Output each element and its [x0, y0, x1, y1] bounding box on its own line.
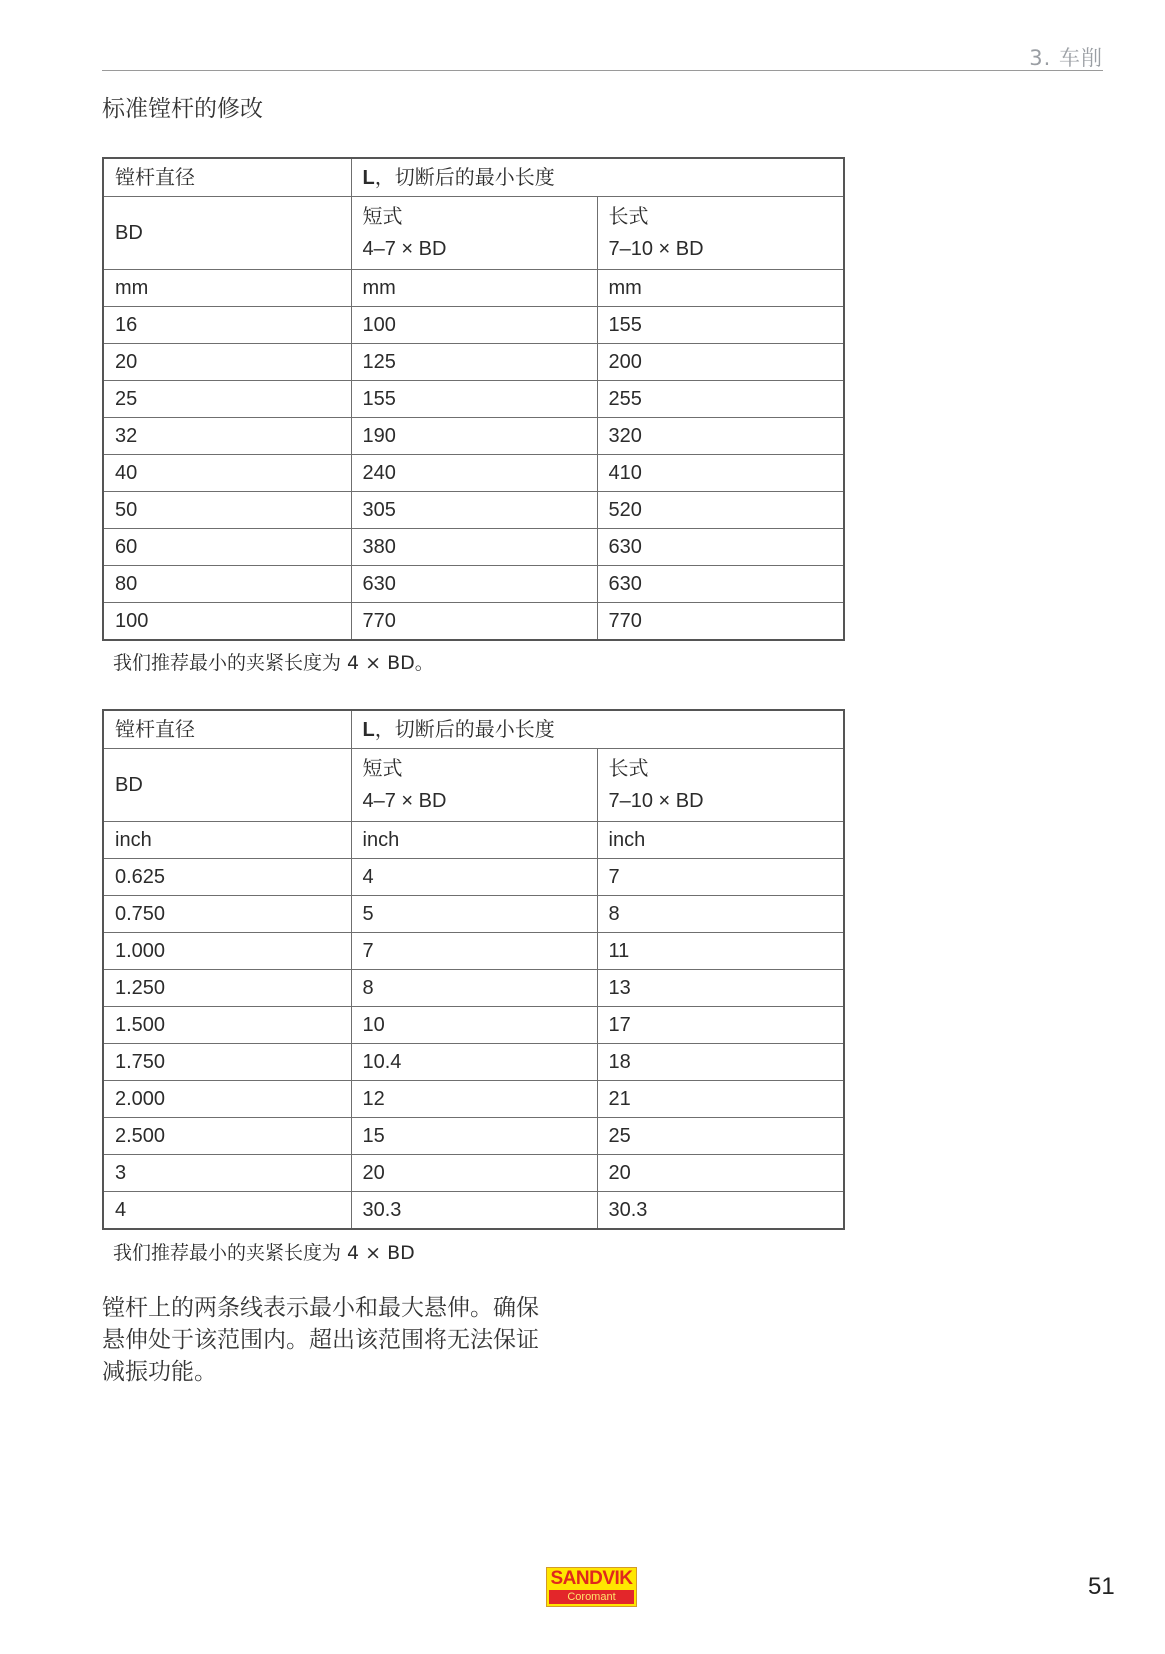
unit-cell: mm — [103, 270, 351, 307]
cell-long: 13 — [597, 970, 844, 1007]
cell-bd: 4 — [103, 1192, 351, 1230]
cell-short: 770 — [351, 603, 597, 641]
cell-short: 125 — [351, 344, 597, 381]
table-row — [103, 859, 844, 896]
cell-bd: 1.250 — [103, 970, 351, 1007]
subheader-long — [597, 749, 844, 822]
cell-short: 12 — [351, 1081, 597, 1118]
logo-coromant-text: Coromant — [549, 1590, 634, 1604]
cell-bd: 100 — [103, 603, 351, 641]
table-row — [103, 1007, 844, 1044]
subheader-long — [597, 197, 844, 270]
cell-long: 200 — [597, 344, 844, 381]
cell-bd: 60 — [103, 529, 351, 566]
table-row — [103, 418, 844, 455]
cell-long: 630 — [597, 529, 844, 566]
cell-short: 630 — [351, 566, 597, 603]
short-label: 短式 — [362, 758, 403, 780]
long-label: 长式 — [608, 758, 649, 780]
table-row — [103, 344, 844, 381]
cell-short: 20 — [351, 1155, 597, 1192]
cell-long: 255 — [597, 381, 844, 418]
cell-bd: 3 — [103, 1155, 351, 1192]
sandvik-coromant-logo — [546, 1567, 637, 1607]
short-range: 4–7 × BD — [362, 790, 447, 812]
paragraph-line: 减振功能。 — [102, 1359, 217, 1385]
cell-short: 10.4 — [351, 1044, 597, 1081]
cell-long: 7 — [597, 859, 844, 896]
cell-short: 10 — [351, 1007, 597, 1044]
header-min-length — [351, 158, 844, 197]
cell-bd: 25 — [103, 381, 351, 418]
table-row — [103, 896, 844, 933]
cell-long: 11 — [597, 933, 844, 970]
cell-long: 20 — [597, 1155, 844, 1192]
table-row — [103, 455, 844, 492]
cell-short: 8 — [351, 970, 597, 1007]
subheader-bd: BD — [103, 749, 351, 822]
cell-bd: 0.625 — [103, 859, 351, 896]
table-row — [103, 933, 844, 970]
unit-cell: mm — [597, 270, 844, 307]
imperial-length-table — [102, 709, 845, 1230]
cell-long: 18 — [597, 1044, 844, 1081]
unit-cell: mm — [351, 270, 597, 307]
long-range: 7–10 × BD — [608, 238, 704, 260]
header-l-symbol: L — [362, 166, 375, 189]
body-paragraph — [102, 1292, 602, 1388]
cell-long: 770 — [597, 603, 844, 641]
cell-long: 17 — [597, 1007, 844, 1044]
table-row — [103, 381, 844, 418]
table-row — [103, 492, 844, 529]
short-range: 4–7 × BD — [362, 238, 447, 260]
unit-cell: inch — [597, 822, 844, 859]
cell-long: 8 — [597, 896, 844, 933]
cell-long: 410 — [597, 455, 844, 492]
cell-bd: 0.750 — [103, 896, 351, 933]
cell-bd: 32 — [103, 418, 351, 455]
cell-long: 320 — [597, 418, 844, 455]
table-subheader-row — [103, 749, 844, 822]
cell-short: 380 — [351, 529, 597, 566]
paragraph-line: 悬伸处于该范围内。超出该范围将无法保证 — [102, 1327, 539, 1353]
table-row — [103, 1192, 844, 1230]
unit-cell: inch — [351, 822, 597, 859]
cell-short: 305 — [351, 492, 597, 529]
table-row — [103, 529, 844, 566]
cell-long: 630 — [597, 566, 844, 603]
cell-short: 15 — [351, 1118, 597, 1155]
cell-short: 7 — [351, 933, 597, 970]
long-range: 7–10 × BD — [608, 790, 704, 812]
subheader-bd: BD — [103, 197, 351, 270]
cell-bd: 2.000 — [103, 1081, 351, 1118]
cell-long: 30.3 — [597, 1192, 844, 1230]
table-row — [103, 1118, 844, 1155]
table-row — [103, 1081, 844, 1118]
header-min-length — [351, 710, 844, 749]
table-subheader-row — [103, 197, 844, 270]
cell-long: 520 — [597, 492, 844, 529]
table-row — [103, 1155, 844, 1192]
paragraph-line: 镗杆上的两条线表示最小和最大悬伸。确保 — [102, 1295, 539, 1321]
subheader-short — [351, 197, 597, 270]
cell-bd: 80 — [103, 566, 351, 603]
cell-long: 25 — [597, 1118, 844, 1155]
cell-short: 100 — [351, 307, 597, 344]
table-row — [103, 603, 844, 641]
logo-sandvik-text: SANDVIK — [550, 1568, 633, 1589]
cell-bd: 40 — [103, 455, 351, 492]
table-units-row — [103, 822, 844, 859]
cell-bd: 20 — [103, 344, 351, 381]
header-divider — [102, 70, 1103, 71]
cell-bd: 16 — [103, 307, 351, 344]
cell-short: 240 — [351, 455, 597, 492]
header-min-length-text: ，切断后的最小长度 — [374, 166, 555, 189]
cell-short: 5 — [351, 896, 597, 933]
cell-bd: 1.750 — [103, 1044, 351, 1081]
table-header-row — [103, 710, 844, 749]
long-label: 长式 — [608, 206, 649, 228]
table-row — [103, 1044, 844, 1081]
table-row — [103, 566, 844, 603]
cell-short: 30.3 — [351, 1192, 597, 1230]
unit-cell: inch — [103, 822, 351, 859]
table-header-row — [103, 158, 844, 197]
header-bar-diameter: 镗杆直径 — [103, 710, 351, 749]
cell-short: 190 — [351, 418, 597, 455]
cell-short: 155 — [351, 381, 597, 418]
cell-long: 155 — [597, 307, 844, 344]
cell-bd: 1.500 — [103, 1007, 351, 1044]
cell-bd: 2.500 — [103, 1118, 351, 1155]
table-row — [103, 970, 844, 1007]
page-title: 标准镗杆的修改 — [102, 96, 263, 122]
subheader-short — [351, 749, 597, 822]
table-note: 我们推荐最小的夹紧长度为 4 × BD — [113, 1242, 415, 1264]
chapter-label: 3. 车削 — [1029, 46, 1103, 70]
header-bar-diameter: 镗杆直径 — [103, 158, 351, 197]
cell-short: 4 — [351, 859, 597, 896]
cell-long: 21 — [597, 1081, 844, 1118]
header-l-symbol: L — [362, 718, 375, 741]
metric-length-table — [102, 157, 845, 641]
table-units-row — [103, 270, 844, 307]
short-label: 短式 — [362, 206, 403, 228]
header-min-length-text: ，切断后的最小长度 — [374, 718, 555, 741]
page-number: 51 — [1088, 1573, 1115, 1600]
cell-bd: 1.000 — [103, 933, 351, 970]
table-row — [103, 307, 844, 344]
table-note: 我们推荐最小的夹紧长度为 4 × BD。 — [113, 652, 434, 674]
cell-bd: 50 — [103, 492, 351, 529]
